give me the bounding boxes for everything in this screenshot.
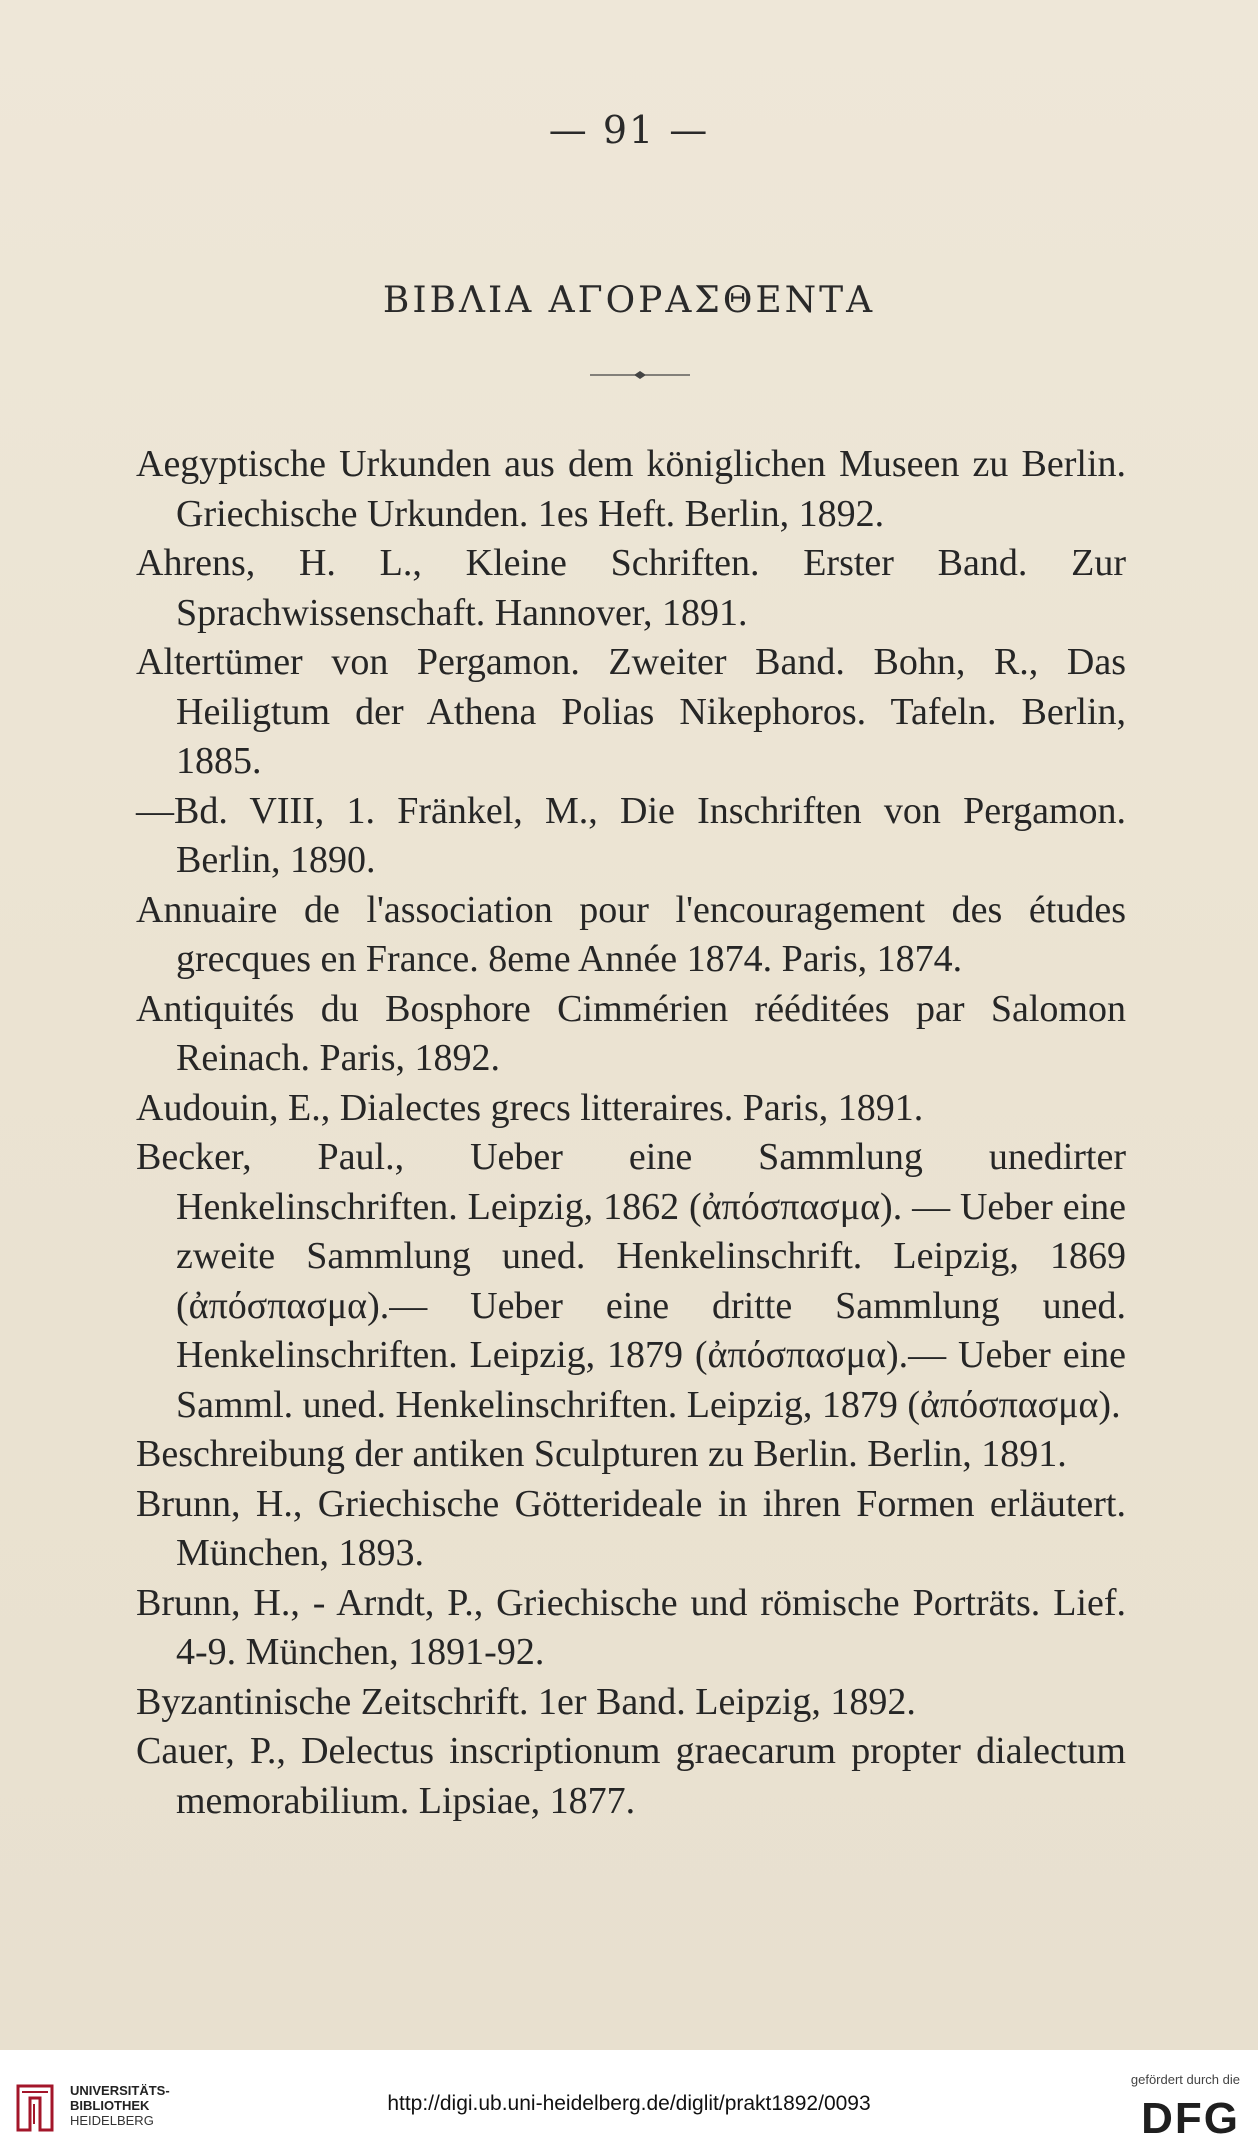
bibliography-entry: Antiquités du Bosphore Cimmérien rééditées par Salomon Reinach. Paris, 1892. [136,987,1126,1079]
bibliography-entry: Brunn, H., Griechische Götterideale in ihren Formen erläutert. München, 1893. [136,1482,1126,1574]
page-number: — 91 — [548,108,710,152]
library-name-line: HEIDELBERG [70,2113,154,2128]
library-name-line: BIBLIOTHEK [70,2098,150,2113]
bibliography-entry: Byzantinische Zeitschrift. 1er Band. Leipzig, 1892. [136,1680,916,1723]
bibliography-entry: —Bd. VIII, 1. Fränkel, M., Die Inschriften von Pergamon. Berlin, 1890. [136,789,1126,881]
bibliography-entry: Cauer, P., Delectus inscriptionum graecarum propter dialectum memorabilium. Lipsiae, 1877. [136,1730,1126,1822]
library-name-line: UNIVERSITÄTS- [70,2083,170,2098]
bibliography-entry: Becker, Paul., Ueber eine Sammlung unedirter Henkelinschriften. Leipzig, 1862 (ἀπόσπασμα). — Ueber eine zweite Sammlung uned. Henkelinschrift. Leipzig, 1869 (ἀπόσπασμα).— Ueber eine dritte Sammlung uned. Henkelinschriften. Leipzig, 1879 (ἀπόσπασμα).— Ueber eine Samml. uned. Henkelinschriften. Leipzig, 1879 (ἀπόσπασμα). [136,1136,1126,1426]
bibliography-entry: Brunn, H., - Arndt, P., Griechische und römische Porträts. Lief. 4-9. München, 1891-92. [136,1581,1126,1673]
ornament-divider [590,370,690,380]
page-title: ΒΙΒΛΙΑ ΑΓΟΡΑΣΘΕΝΤΑ [382,280,876,321]
footer-bar [0,2050,1258,2151]
bibliography-list [136,440,1126,1826]
bibliography-entry: Beschreibung der antiken Sculpturen zu Berlin. Berlin, 1891. [136,1433,1067,1475]
bibliography-entry: Altertümer von Pergamon. Zweiter Band. Bohn, R., Das Heiligtum der Athena Polias Nikephoros. Tafeln. Berlin, 1885. [136,641,1126,782]
bibliography-entry: Ahrens, H. L., Kleine Schriften. Erster Band. Zur Sprachwissenschaft. Hannover, 1891. [136,542,1126,634]
source-url-link[interactable]: http://digi.ub.uni-heidelberg.de/diglit/prakt1892/0093 [387,2092,871,2115]
bibliography-entry: Audouin, E., Dialectes grecs litteraires. Paris, 1891. [136,1086,924,1129]
bibliography-entry: Aegyptische Urkunden aus dem königlichen Museen zu Berlin. Griechische Urkunden. 1es Heft. Berlin, 1892. [136,443,1126,535]
bibliography-entry: Annuaire de l'association pour l'encouragement des études grecques en France. 8eme Année 1874. Paris, 1874. [136,888,1126,980]
funding-note: gefördert durch die [1130,2072,1240,2087]
dfg-logo: DFG [1141,2094,1240,2143]
